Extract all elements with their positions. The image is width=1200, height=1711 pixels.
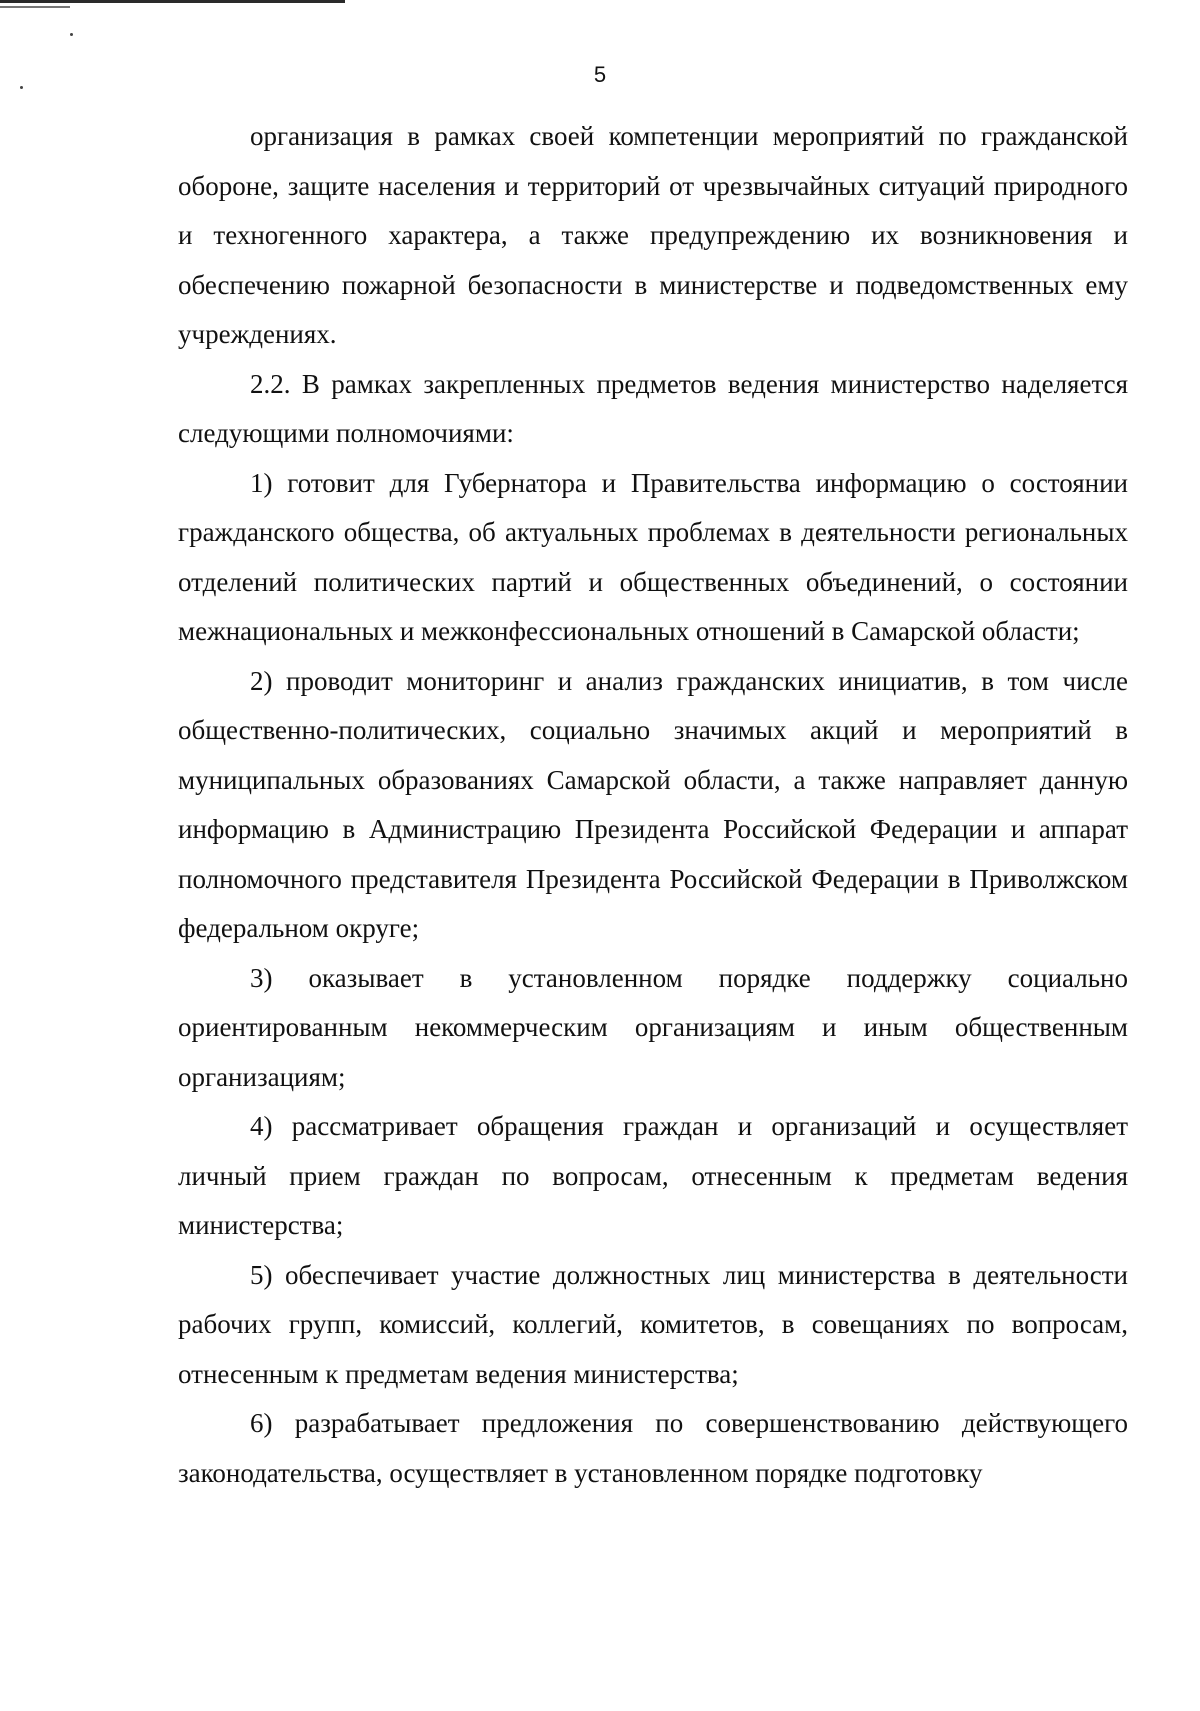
paragraph-continuation: организация в рамках своей компетенции мероприятий по гражданской обороне, защите населения и территорий от чрезвычайных ситуаций природного и техногенного характера, а также предупреждению их возникновения и обеспечению пожарной безопасности в министерстве и подведомственных ему учреждениях. (178, 121, 1128, 349)
paragraph-item-6: 6) разрабатывает предложения по совершенствованию действующего законодательства, осуществляет в установленном порядке подготовку (178, 1408, 1128, 1488)
scan-speck (70, 33, 73, 36)
paragraph-2-2: 2.2. В рамках закрепленных предметов ведения министерство наделяется следующими полномочиями: (178, 368, 1128, 448)
paragraph-item-4: 4) рассматривает обращения граждан и организаций и осуществляет личный прием граждан по вопросам, отнесенным к предметам ведения министерства; (178, 1111, 1128, 1240)
page-number: 5 (593, 62, 607, 87)
paragraph-item-1: 1) готовит для Губернатора и Правительства информацию о состоянии гражданского общества, об актуальных проблемах в деятельности региональных отделений политических партий и общественных объединений, о состоянии межнациональных и межконфессиональных отношений в Самарской области; (178, 467, 1128, 646)
paragraph-item-3: 3) оказывает в установленном порядке поддержку социально ориентированным некоммерческим организациям и иным общественным организациям; (178, 962, 1128, 1092)
scan-edge-mark-secondary (0, 6, 70, 8)
document-body (178, 112, 1128, 1498)
scan-edge-mark (0, 0, 345, 3)
paragraph-item-2: 2) проводит мониторинг и анализ гражданских инициатив, в том числе общественно-политических, социально значимых акций и мероприятий в муниципальных образованиях Самарской области, а также направляет данную информацию в Администрацию Президента Российской Федерации и аппарат полномочного представителя Президента Российской Федерации в Приволжском федеральном округе; (178, 665, 1128, 943)
paragraph-item-5: 5) обеспечивает участие должностных лиц министерства в деятельности рабочих групп, комиссий, коллегий, комитетов, в совещаниях по вопросам, отнесенным к предметам ведения министерства; (178, 1259, 1128, 1389)
